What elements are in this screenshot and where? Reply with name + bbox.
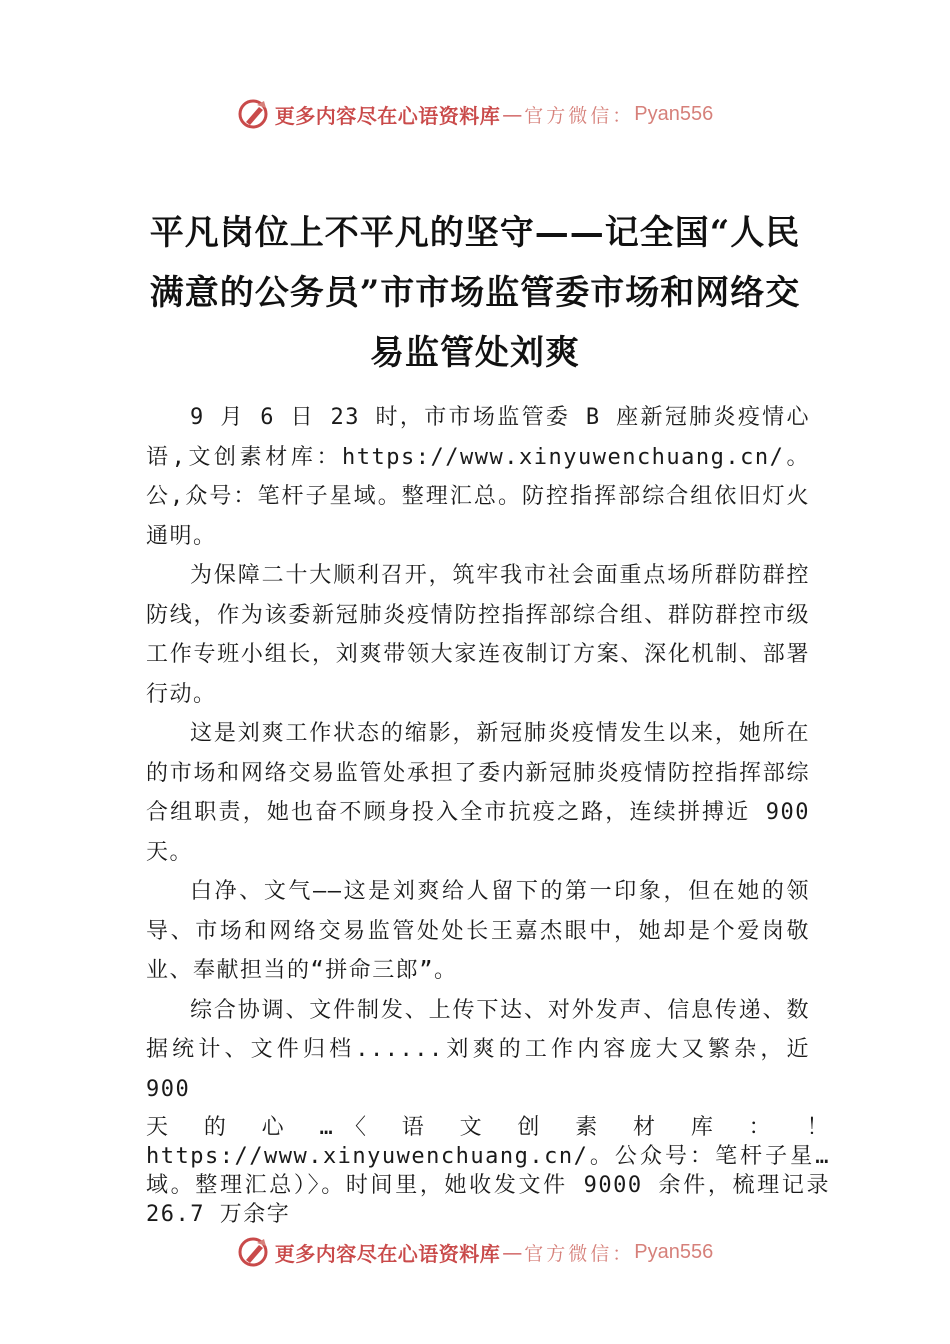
pen-logo-icon bbox=[237, 1235, 271, 1269]
banner-account: Pyan556 bbox=[634, 1240, 714, 1263]
banner-separator: — bbox=[502, 102, 523, 126]
header-watermark-banner bbox=[0, 94, 950, 134]
paragraph: 白净、文气——这是刘爽给人留下的第一印象，但在她的领导、市场和网络交易监管处处长王嘉杰眼中，她却是个爱岗敬业、奉献担当的“拼命三郎”。 bbox=[146, 879, 810, 983]
banner-separator: — bbox=[502, 1240, 523, 1264]
paragraph: 9 月 6 日 23 时，市市场监管委 B 座新冠肺炎疫情心语,文创素材库：https://www.xinyuwenchuang.cn/。公,众号：笔杆子星域。整理汇总。防控指挥部综合组依旧灯火通明。 bbox=[146, 405, 810, 549]
banner-brand-text: 更多内容尽在心语资料库 bbox=[274, 1241, 501, 1266]
banner-brand-text: 更多内容尽在心语资料库 bbox=[274, 103, 501, 128]
banner-wechat-label: 官方微信： bbox=[524, 104, 635, 127]
paragraph: 综合协调、文件制发、上传下达、对外发声、信息传递、数据统计、文件归档......刘爽的工作内容庞大又繁杂，近 900 bbox=[146, 997, 810, 1102]
document-title: 平凡岗位上不平凡的坚守——记全国“人民满意的公务员”市市场监管委市场和网络交易监管处刘爽 bbox=[149, 212, 801, 373]
document-body bbox=[146, 398, 830, 1229]
paragraph: 这是刘爽工作状态的缩影，新冠肺炎疫情发生以来，她所在的市场和网络交易监管处承担了委内新冠肺炎疫情防控指挥部综合组职责，她也奋不顾身投入全市抗疫之路，连续拼搏近 900 天。 bbox=[146, 721, 810, 865]
footer-watermark-banner bbox=[0, 1232, 950, 1272]
banner-wechat-label: 官方微信： bbox=[524, 1242, 635, 1265]
banner-account: Pyan556 bbox=[634, 102, 714, 125]
pen-logo-icon bbox=[237, 97, 271, 131]
paragraph: 为保障二十大顺利召开，筑牢我市社会面重点场所群防群控防线，作为该委新冠肺炎疫情防控指挥部综合组、群防群控市级工作专班小组长，刘爽带领大家连夜制订方案、深化机制、部署行动。 bbox=[146, 563, 810, 707]
paragraph-continuation: 天 的 心 …〈 语 文 创 素 材 库 ： ！ https://www.xinyuwenchuang.cn/。公众号：笔杆子星…域。整理汇总）〉。时间里，她收发文件 9000 余件，梳理记录 26.7 万余字 bbox=[146, 1115, 830, 1227]
